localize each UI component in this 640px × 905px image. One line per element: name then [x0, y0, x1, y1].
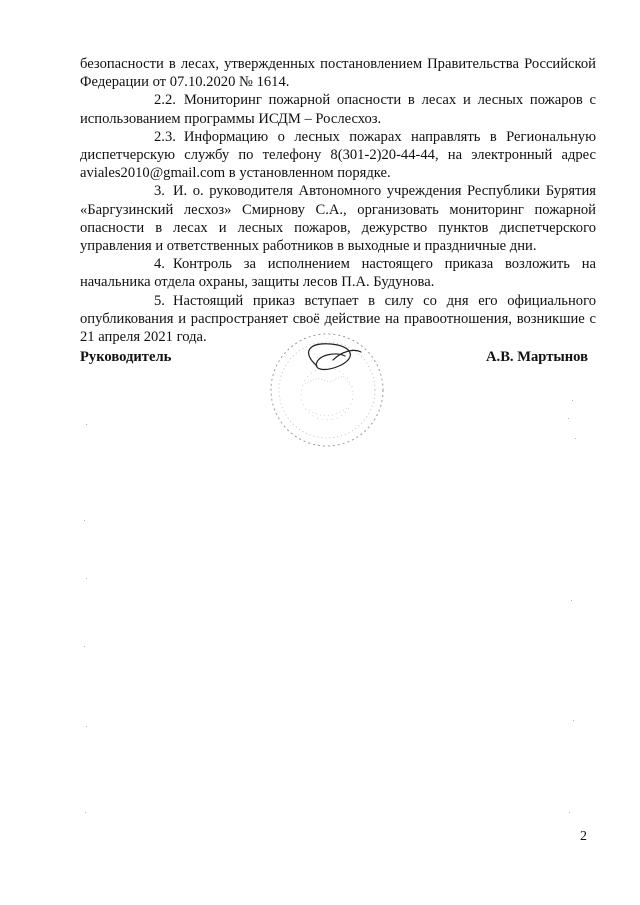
- scan-speck: [86, 424, 87, 425]
- scan-speck: [85, 812, 86, 813]
- scan-speck: [84, 646, 85, 647]
- paragraph-text: Настоящий приказ вступает в силу со дня его официального опубликования и распространяет своё действие на правоотношения, возникшие с 21 апреля 2021 года.: [80, 292, 596, 346]
- document-body: [80, 55, 596, 346]
- scan-speck: [569, 812, 570, 813]
- paragraph-3: [80, 182, 596, 255]
- paragraph-continuation: [80, 55, 596, 91]
- scan-speck: [572, 400, 573, 401]
- scan-speck: [568, 418, 569, 419]
- signatory-name: А.В. Мартынов: [486, 349, 588, 365]
- paragraph-2-2: [80, 91, 596, 127]
- paragraph-text: безопасности в лесах, утвержденных постановлением Правительства Российской Федерации от 07.10.2020 № 1614.: [80, 56, 596, 91]
- paragraph-number: 2.2.: [154, 92, 176, 109]
- paragraph-text: Информацию о лесных пожарах направлять в Региональную диспетчерскую службу по телефону 8(301-2)20-44-44, на электронный адрес aviales2010@gmail.com в установленном порядке.: [80, 128, 596, 182]
- paragraph-2-3: [80, 128, 596, 183]
- scan-speck: [86, 578, 87, 579]
- scan-speck: [84, 520, 85, 521]
- paragraph-text: Контроль за исполнением настоящего приказа возложить на начальника отдела охраны, защиты лесов П.А. Будунова.: [80, 256, 596, 291]
- paragraph-number: 3.: [154, 183, 165, 200]
- scan-speck: [575, 438, 576, 439]
- paragraph-number: 2.3.: [154, 128, 176, 145]
- scan-speck: [86, 726, 87, 727]
- paragraph-number: 5.: [154, 292, 165, 309]
- paragraph-text: Мониторинг пожарной опасности в лесах и лесных пожаров с использованием программы ИСДМ – Рослесхоз.: [80, 92, 596, 127]
- seal-stamp-icon: [265, 322, 395, 457]
- paragraph-text: И. о. руководителя Автономного учреждения Республики Бурятия «Баргузинский лесхоз» Смирнову С.А., организовать мониторинг пожарной опасности в лесах и лесных пожаров, дежурство пунктов диспетчерского управления и ответственных работников в выходные и праздничные дни.: [80, 183, 596, 255]
- scan-speck: [573, 720, 574, 721]
- paragraph-number: 4.: [154, 256, 165, 273]
- handwritten-signature-icon: [309, 344, 361, 370]
- page-number: 2: [580, 829, 587, 844]
- paragraph-4: [80, 255, 596, 291]
- signatory-title: Руководитель: [80, 349, 172, 365]
- scan-speck: [571, 600, 572, 601]
